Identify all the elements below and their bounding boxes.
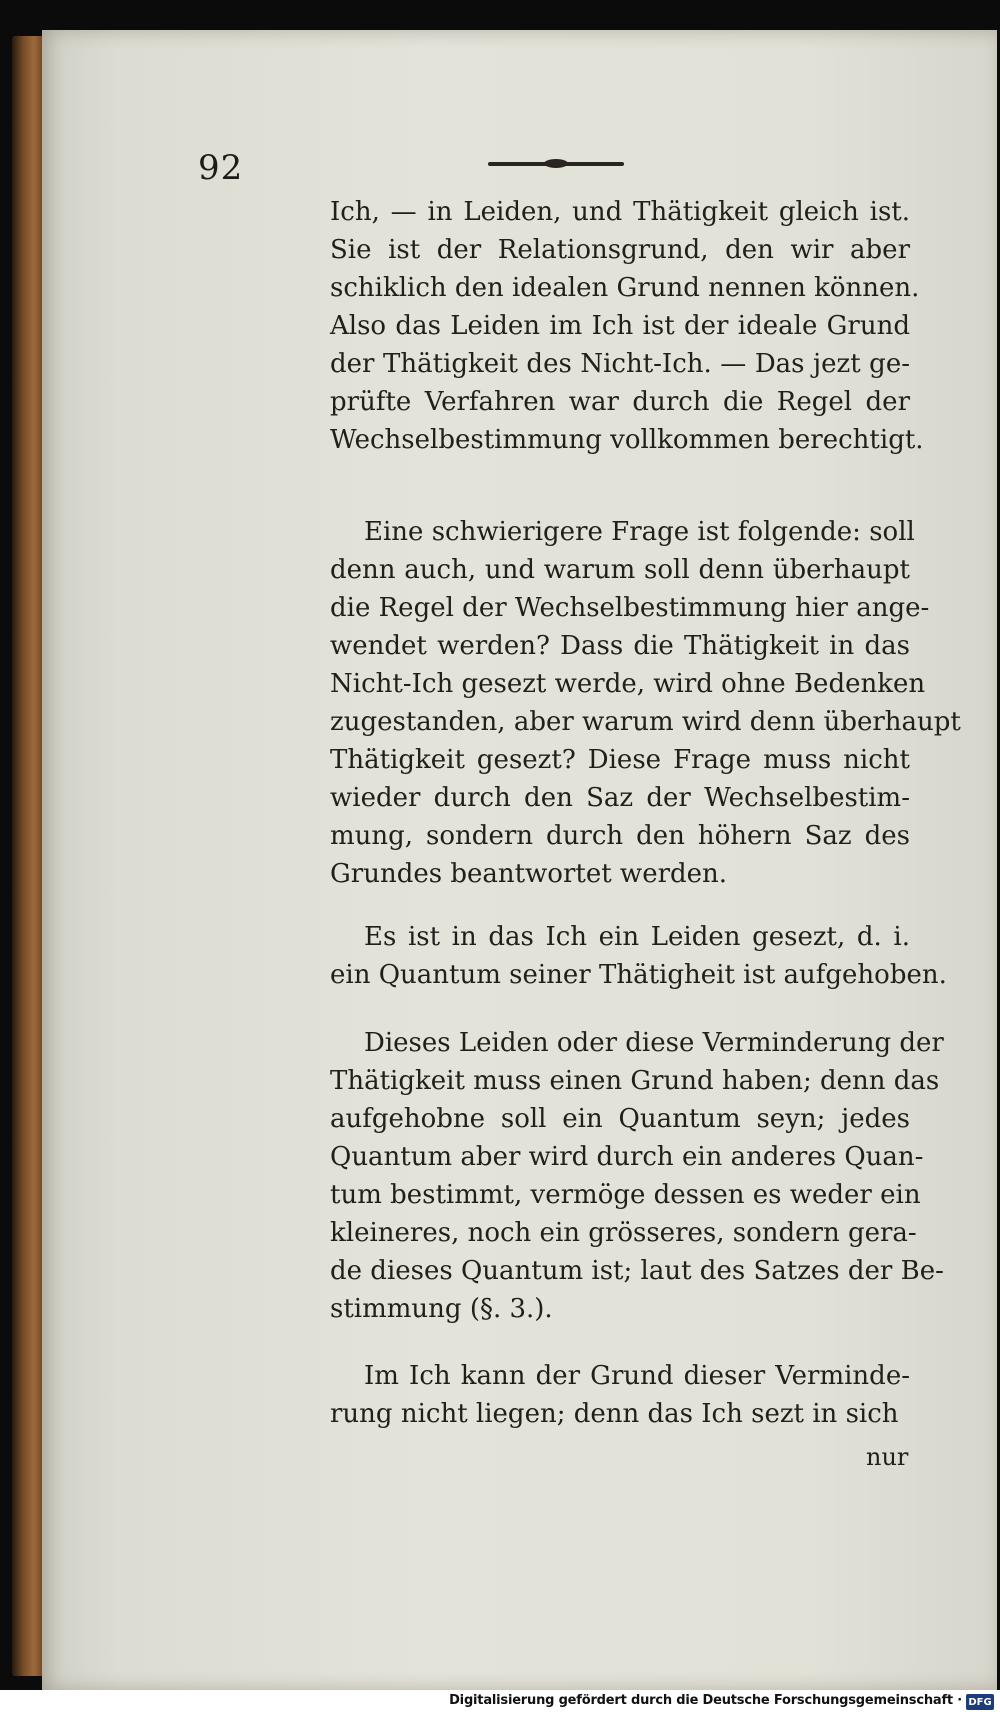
text-line: Grundes beantwortet werden.: [330, 859, 728, 889]
text-line: prüfte Verfahren war durch die Regel der: [330, 387, 910, 417]
text-line: ein Quantum seiner Thätigheit ist aufgehoben.: [330, 960, 947, 990]
text-line: zugestanden, aber warum wird denn überhaupt: [330, 707, 961, 737]
text-line: Thätigkeit muss einen Grund haben; denn das: [330, 1066, 940, 1096]
paragraph-3: [330, 918, 947, 994]
dfg-logo-icon: DFG: [966, 1694, 994, 1710]
text-line: stimmung (§. 3.).: [330, 1294, 553, 1324]
text-line: rung nicht liegen; denn das Ich sezt in sich: [330, 1399, 899, 1429]
text-line: die Regel der Wechselbestimmung hier ange-: [330, 593, 930, 623]
text-line: wendet werden? Dass die Thätigkeit in das: [330, 631, 910, 661]
ornamental-rule: [488, 162, 624, 166]
paragraph-5: [330, 1357, 910, 1433]
footer-credit: Digitalisierung gefördert durch die Deutsche Forschungsgemeinschaft ·: [449, 1693, 962, 1708]
paragraph-4: [330, 1024, 944, 1328]
text-line: Thätigkeit gesezt? Diese Frage muss nicht: [330, 745, 910, 775]
text-line: Nicht-Ich gesezt werde, wird ohne Bedenken: [330, 669, 926, 699]
text-line: Also das Leiden im Ich ist der ideale Grund: [330, 311, 910, 341]
text-line: aufgehobne soll ein Quantum seyn; jedes: [330, 1104, 910, 1134]
text-line: Wechselbestimmung vollkommen berechtigt.: [330, 425, 924, 455]
text-line: Quantum aber wird durch ein anderes Quan-: [330, 1142, 924, 1172]
text-line: Es ist in das Ich ein Leiden gesezt, d. i.: [364, 922, 910, 952]
paragraph-2: [330, 513, 961, 893]
text-line: denn auch, und warum soll denn überhaupt: [330, 555, 910, 585]
text-line: schiklich den idealen Grund nennen können.: [330, 273, 920, 303]
text-line: der Thätigkeit des Nicht-Ich. — Das jezt ge-: [330, 349, 910, 379]
text-line: Dieses Leiden oder diese Verminderung der: [364, 1028, 944, 1058]
catchword: nur: [866, 1443, 909, 1471]
text-line: kleineres, noch ein grösseres, sondern gera-: [330, 1218, 917, 1248]
text-line: tum bestimmt, vermöge dessen es weder ein: [330, 1180, 921, 1210]
text-line: Sie ist der Relationsgrund, den wir aber: [330, 235, 910, 265]
text-line: de dieses Quantum ist; laut des Satzes der Be-: [330, 1256, 944, 1286]
text-line: Eine schwierigere Frage ist folgende: soll: [364, 517, 915, 547]
text-line: Ich, — in Leiden, und Thätigkeit gleich ist.: [330, 197, 910, 227]
text-line: wieder durch den Saz der Wechselbestim-: [330, 783, 910, 813]
paragraph-1: [330, 193, 924, 459]
page-number: 92: [198, 148, 244, 188]
text-line: mung, sondern durch den höhern Saz des: [330, 821, 910, 851]
text-line: Im Ich kann der Grund dieser Verminde-: [364, 1361, 910, 1391]
